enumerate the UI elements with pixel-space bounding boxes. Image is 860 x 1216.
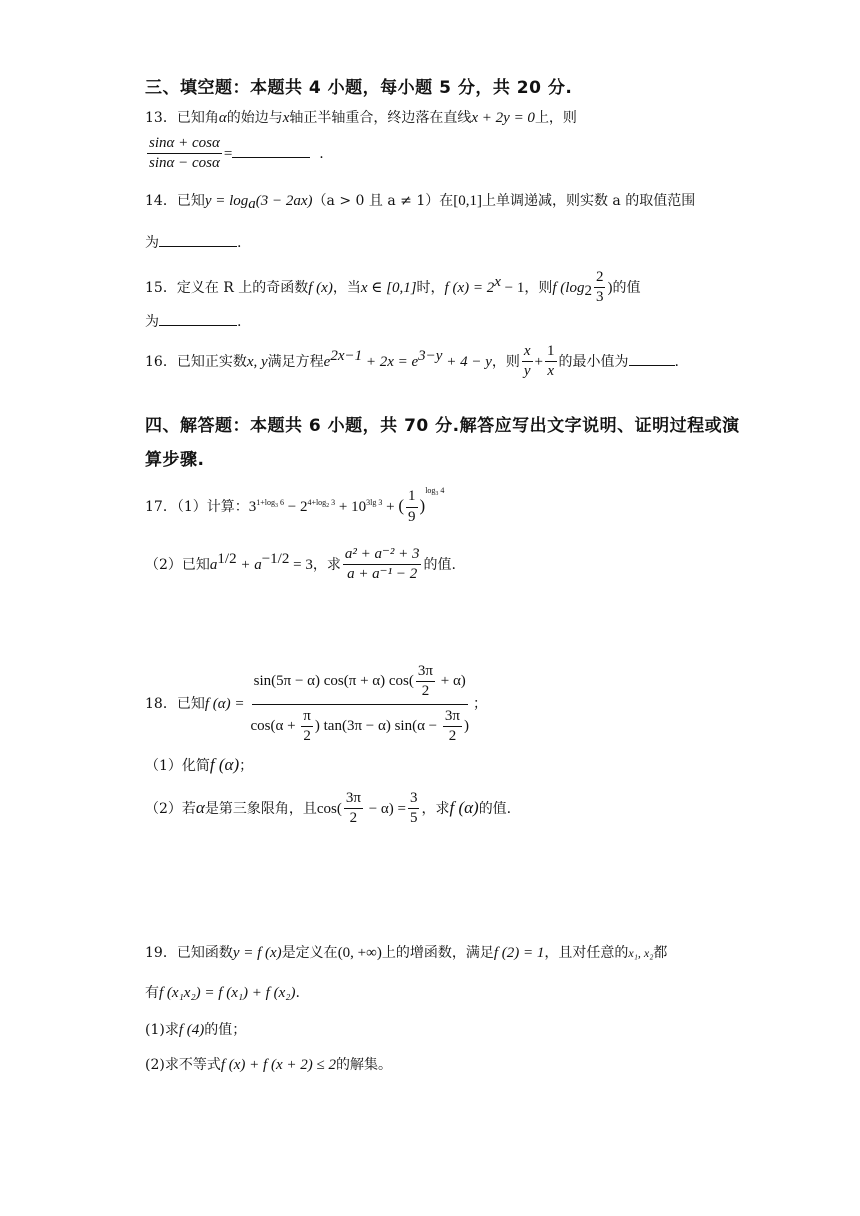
q18-fraction: [248, 663, 471, 745]
q14-log-base: a: [248, 196, 256, 212]
q17-p2-fraction: [343, 546, 422, 584]
question-14-line-1: [145, 190, 695, 213]
q19-text-1: 是定义在: [281, 945, 338, 961]
q16-text-2: ，则: [491, 353, 520, 370]
q17-term-3-exp: 3lg 3: [366, 498, 383, 507]
q17-minus: −: [283, 499, 300, 515]
q13-answer-blank[interactable]: [232, 157, 310, 158]
q17-p2-b-exp: −1/2: [261, 550, 290, 567]
q13-text-3: 上，则: [534, 110, 577, 126]
q14-end: .: [237, 235, 242, 251]
q14-argument: (3 − 2ax): [255, 193, 313, 209]
q18-part-2-f: f (α): [449, 797, 479, 817]
q17-p2-text: ，求: [312, 556, 341, 573]
section-4-heading-line-1: 四、解答题：本题共 6 小题，共 70 分.解答应写出文字说明、证明过程或演: [145, 416, 740, 436]
q18-part-2-cos: cos(: [316, 800, 342, 817]
q18-part-2-end: 的值.: [478, 800, 512, 817]
q14-text-1: 在: [439, 193, 454, 209]
q15-end: .: [237, 314, 242, 330]
q18-denominator: cos(α + $\frac{\pi}{2}$ ) tan(3π − α) sin(α − $\frac{3\pi}{2}$ ): [250, 707, 469, 744]
question-17-part-1: 17．（1）计算：$3^{1+log_3 6} - 2^{4+log_2 3} + 10^{3lg 3}$ + ( $\frac{1}{9}$ )$^{log_3 4}$: [145, 486, 445, 525]
q17-term-4-exp-sub: 3: [435, 491, 439, 497]
q19-end: .: [295, 985, 300, 1001]
section-3-heading: 三、填空题：本题共 4 小题，每小题 5 分，共 20 分.: [145, 78, 573, 98]
q17-term-1-exp-end: 6: [277, 498, 284, 507]
q19-text-5: 有: [145, 985, 159, 1001]
q17-label: 17．（1）计算：: [145, 499, 249, 515]
question-15-line-1: [145, 269, 640, 307]
q13-end: .: [319, 145, 324, 162]
q14-interval: [0,1]: [453, 193, 482, 209]
q19-vars: x₁, x₂: [628, 946, 654, 960]
q19-part-1-end: 的值；: [204, 1022, 247, 1038]
q16-label: 16．已知正实数: [145, 353, 247, 370]
q17-p2-a: a: [209, 556, 218, 573]
q15-definition-tail: − 1: [500, 279, 525, 296]
q15-ask-close: ): [607, 279, 613, 296]
q19-part-2-inequality: f (x) + f (x + 2) ≤ 2: [220, 1057, 336, 1073]
q18-part-2-alpha: α: [195, 797, 205, 817]
q13-equals: =: [223, 145, 233, 162]
q17-part-2-label: （2）已知: [145, 556, 210, 573]
question-17-part-2: [145, 546, 456, 584]
q15-text-5: 为: [145, 314, 159, 330]
q13-fraction-numerator: sinα + cosα: [147, 135, 222, 154]
q17-term-2-exp-end: 3: [329, 498, 336, 507]
q13-x: x: [282, 110, 290, 126]
q16-e-exponent-2: 3−y: [418, 347, 443, 364]
q19-label: 19．已知函数: [145, 945, 233, 961]
q18-semicolon: ；: [472, 696, 487, 712]
q19-text-3: ，且对任意的: [544, 945, 629, 961]
section-4-heading-line-2: 算步骤.: [145, 450, 205, 470]
q18-label: 18．已知: [145, 696, 205, 712]
q19-condition: f (2) = 1: [493, 945, 545, 961]
q14-condition: （a > 0 且 a ≠ 1）: [312, 193, 440, 209]
q13-text-2: 轴正半轴重合，终边落在直线: [289, 110, 472, 126]
q19-part-1-f: f (4): [178, 1022, 205, 1038]
q18-part-2-rest: − α) =: [364, 800, 406, 817]
q17-p2-numerator: a² + a⁻² + 3: [343, 546, 422, 565]
q16-text-3: 的最小值为: [558, 353, 629, 370]
q14-text-3: 为: [145, 235, 159, 251]
q15-text-3: ，则: [524, 279, 553, 296]
q17-plus-2: +: [382, 499, 399, 515]
q15-fraction-numerator: 2: [594, 269, 606, 288]
q16-fraction-1: [522, 343, 533, 381]
q19-part-2-text: (2)求不等式: [145, 1057, 221, 1073]
question-13-line-2: [145, 135, 324, 173]
q15-text-1: ，当: [332, 279, 361, 296]
question-19-line-1: [145, 942, 667, 962]
q14-text-2: 上单调递减，则实数 a 的取值范围: [481, 193, 696, 209]
q18-part-1-f: f (α): [209, 755, 240, 774]
q15-definition: f (x) = 2: [444, 279, 495, 296]
q14-label: 14．已知: [145, 193, 205, 209]
q17-fraction: [406, 488, 418, 526]
q19-text-4: 都: [653, 945, 668, 961]
q17-term-1-exp-sub: 3: [274, 503, 278, 509]
q16-answer-blank[interactable]: [629, 365, 675, 366]
q13-fraction-denominator: sinα − cosα: [149, 155, 220, 172]
q15-text-2: 时，: [416, 279, 445, 296]
q17-term-4-exp-end: 4: [438, 486, 445, 495]
q16-tail: + 4 − y: [442, 353, 492, 370]
q19-func: y = f (x): [232, 945, 282, 961]
q17-term-1-exp: 1+log: [256, 498, 275, 507]
question-19-line-2: [145, 982, 300, 1002]
q18-part-2-text-3: ，求: [421, 800, 450, 817]
q17-p2-end: 的值.: [423, 556, 456, 573]
q17-p2-equals: = 3: [289, 556, 313, 573]
q19-part-2-end: 的解集。: [335, 1057, 392, 1073]
q18-part-2-text-2: 是第三象限角，且: [204, 800, 317, 817]
q13-alpha: α: [218, 110, 227, 126]
q13-label: 13．已知角: [145, 110, 219, 126]
q13-line-equation: x + 2y = 0: [471, 110, 535, 126]
question-19-part-2: [145, 1054, 392, 1074]
q17-term-2-exp-sub: 2: [326, 503, 330, 509]
q16-e: e: [323, 353, 331, 370]
q18-part-1-end: ；: [239, 758, 254, 774]
q16-text-1: 满足方程: [267, 353, 324, 370]
q14-func: y = log: [204, 193, 249, 209]
question-14-line-2: [145, 232, 241, 252]
q16-f2-denominator: x: [547, 363, 555, 380]
q17-fraction-denominator: 9: [408, 508, 416, 525]
q15-log-base: 2: [584, 282, 592, 299]
question-16: [145, 343, 679, 381]
q15-text-4: 的值: [612, 279, 641, 296]
q18-part-2-text-1: （2）若: [145, 800, 196, 817]
q16-mid: + 2x = e: [362, 353, 419, 370]
q15-fraction-denominator: 3: [595, 289, 604, 306]
q18-part-1-text: （1）化简: [145, 758, 210, 774]
q16-e-exponent-1: 2x−1: [330, 347, 363, 364]
q16-end: .: [674, 353, 679, 370]
q17-term-3-base: 10: [351, 499, 367, 515]
q17-term-4-exp: log: [425, 486, 436, 495]
q17-fraction-numerator: 1: [406, 488, 418, 507]
q17-p2-denominator: a + a⁻¹ − 2: [347, 566, 418, 583]
q15-label: 15．定义在 R 上的奇函数: [145, 279, 309, 296]
question-19-part-1: [145, 1019, 246, 1039]
question-18-definition: [145, 663, 487, 745]
q16-plus: +: [534, 353, 543, 370]
q17-term-1-base: 3: [248, 499, 257, 515]
q18-lhs: f (α) =: [204, 696, 245, 712]
question-18-part-1: [145, 755, 253, 775]
q15-exponent: x: [494, 273, 501, 290]
q17-term-2-base: 2: [299, 499, 308, 515]
q17-plus-1: +: [335, 499, 352, 515]
q15-ask: f (log: [552, 279, 585, 296]
q15-fraction: [594, 269, 606, 307]
q17-term-2-exp: 4+log: [307, 498, 327, 507]
q16-f1-denominator: y: [523, 363, 531, 380]
q13-text-1: 的始边与: [226, 110, 283, 126]
q15-answer-blank[interactable]: [159, 325, 237, 326]
q15-condition: x ∈ [0,1]: [360, 279, 417, 296]
q18-numerator: sin(5π − α) cos(π + α) cos( $\frac{3\pi}{2}$ + α): [252, 663, 468, 705]
question-18-part-2: （2）若α是第三象限角，且cos( $\frac{3\pi}{2}$ − α) = $\frac{3}{5}$ ，求f (α)的值.: [145, 790, 512, 827]
q16-f2-numerator: 1: [545, 343, 557, 362]
q19-text-2: 上的增函数，满足: [381, 945, 494, 961]
q19-part-1-text: (1)求: [145, 1022, 179, 1038]
q16-f1-numerator: x: [522, 343, 533, 362]
q16-vars: x, y: [246, 353, 268, 370]
q15-fx: f (x): [308, 279, 333, 296]
q14-answer-blank[interactable]: [159, 246, 237, 247]
q19-property: f (x₁x₂) = f (x₁) + f (x₂): [159, 985, 296, 1001]
q16-fraction-2: [545, 343, 557, 381]
q17-p2-a-exp: 1/2: [217, 550, 237, 567]
q19-domain: (0, +∞): [337, 945, 382, 961]
question-15-line-2: [145, 311, 241, 331]
q17-p2-plus: + a: [236, 556, 262, 573]
question-13-line-1: [145, 107, 577, 127]
q13-fraction: [147, 135, 222, 173]
